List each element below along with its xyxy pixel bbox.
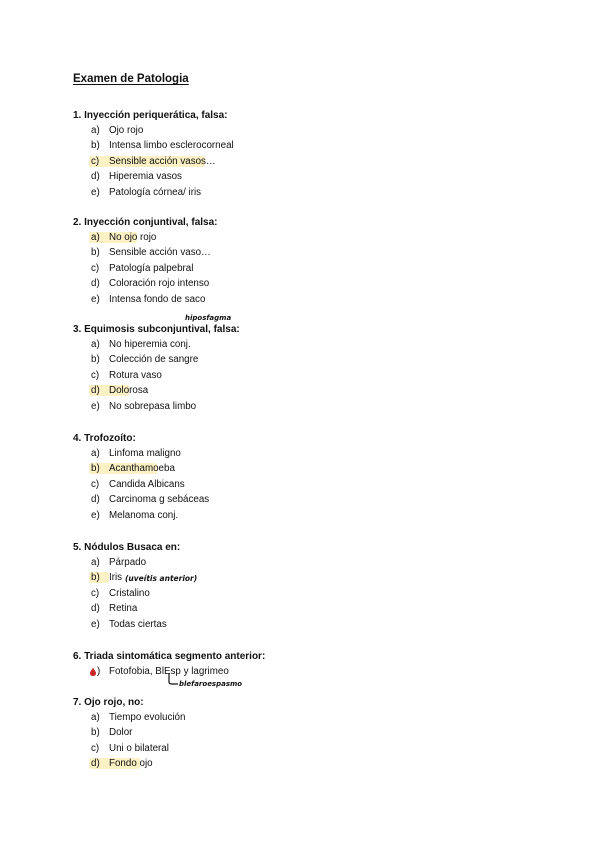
option-item [73, 383, 240, 398]
option-letter: b) [91, 354, 100, 366]
option-letter: c) [91, 587, 100, 599]
option-text: Iris [109, 572, 123, 584]
red-marker-icon [90, 667, 96, 676]
page-title: Examen de Patologia [73, 73, 189, 85]
question-6 [73, 649, 266, 688]
option-letter: c) [91, 262, 100, 274]
option-item [73, 617, 180, 632]
option-text: Fondo ojo [109, 758, 153, 770]
option-item [73, 756, 153, 771]
question-2 [73, 215, 218, 307]
option-text: Intensa fondo de saco [109, 293, 206, 305]
option-item [73, 586, 180, 601]
option-letter: a) [91, 712, 100, 723]
option-text: Candida Albicans [109, 478, 185, 490]
question-3 [73, 314, 240, 414]
option-letter: d) [91, 603, 100, 615]
option-item [73, 123, 228, 138]
option-text: Ojo rojo [109, 125, 144, 136]
option-letter: a) [91, 125, 100, 136]
option-text: Retina [109, 603, 138, 615]
option-text: Párpado [109, 557, 147, 568]
option-letter: c) [91, 742, 100, 754]
option-text: Sensible acción vasos… [109, 155, 216, 167]
option-text: Patología córnea/ iris [109, 186, 202, 198]
option-letter: a) [91, 339, 100, 350]
option-text: Sensible acción vaso… [109, 247, 211, 259]
option-item [73, 138, 234, 153]
option-list [73, 664, 265, 688]
option-text: Uni o bilateral [109, 742, 169, 754]
option-text: Hiperemia vasos [109, 171, 182, 183]
option-text: Fotofobia, BlEsp y lagrimeo [109, 666, 229, 677]
option-item [73, 725, 144, 740]
option-list [73, 230, 218, 307]
option-text: Cristalino [109, 587, 150, 599]
option-item [73, 185, 228, 200]
option-item [73, 446, 181, 461]
option-letter: e) [91, 509, 100, 521]
option-letter: b) [91, 247, 100, 259]
handwritten-note: blefaroespasmo [179, 680, 243, 688]
option-item [73, 492, 210, 507]
option-list [73, 555, 198, 632]
option-text: Melanoma conj. [109, 509, 179, 521]
question-title: 2. Inyección conjuntival, falsa: [73, 217, 218, 228]
option-letter: b) [91, 140, 100, 152]
option-item [73, 276, 218, 291]
option-letter: e) [91, 186, 100, 198]
option-item [73, 169, 228, 184]
option-item [73, 292, 218, 307]
option-item [73, 337, 240, 352]
option-item [73, 399, 240, 414]
option-letter: a) [91, 232, 100, 243]
option-text: Dolorosa [109, 385, 149, 397]
option-letter: c) [91, 478, 100, 490]
option-letter: a) [91, 557, 100, 568]
option-item [73, 368, 240, 383]
option-text: Carcinoma g sebáceas [109, 494, 210, 506]
option-text: No ojo rojo [109, 232, 157, 243]
question-4 [73, 431, 210, 523]
option-item [73, 461, 175, 476]
option-item [73, 477, 185, 492]
option-letter: b) [91, 727, 100, 739]
option-text: Coloración rojo intenso [109, 278, 210, 290]
question-title: 7. Ojo rojo, no: [73, 697, 144, 708]
option-list [73, 123, 234, 200]
option-letter: b) [91, 572, 100, 584]
option-list [73, 337, 240, 414]
option-list [73, 710, 186, 772]
question-title: 4. Trofozoíto: [73, 433, 136, 444]
option-text: Acanthamoeba [109, 463, 175, 475]
option-item [73, 555, 180, 570]
option-text: Linfoma maligno [109, 448, 181, 459]
option-text: Dolor [109, 727, 133, 739]
option-letter: b) [91, 463, 100, 475]
option-text: Rotura vaso [109, 369, 162, 381]
option-text: Patología palpebral [109, 262, 194, 274]
option-letter: d) [91, 278, 100, 290]
question-5 [73, 540, 198, 632]
option-letter: d) [91, 758, 100, 770]
question-title: 1. Inyección periquerática, falsa: [73, 110, 228, 121]
option-item [73, 570, 198, 585]
option-text: No sobrepasa limbo [109, 400, 197, 412]
option-item [73, 352, 240, 367]
option-letter: c) [91, 155, 100, 167]
option-text: No hiperemia conj. [109, 339, 191, 350]
option-text: Tiempo evolución [109, 712, 186, 723]
option-letter: ) [97, 666, 101, 677]
option-text: Intensa limbo esclerocorneal [109, 140, 234, 152]
option-item [73, 741, 169, 756]
question-7 [73, 695, 186, 772]
option-item [73, 154, 228, 169]
question-title: 5. Nódulos Busaca en: [73, 542, 181, 553]
option-item [73, 261, 218, 276]
option-letter: e) [91, 293, 100, 305]
option-letter: e) [91, 618, 100, 630]
option-text: Todas ciertas [109, 618, 167, 630]
handwritten-note: hiposfagma [185, 314, 232, 322]
handwritten-note: (uveítis anterior) [125, 574, 198, 584]
option-item [73, 508, 179, 523]
option-item [73, 664, 265, 688]
option-letter: a) [91, 448, 100, 459]
option-letter: c) [91, 369, 100, 381]
option-letter: d) [91, 171, 100, 183]
question-1 [73, 108, 234, 200]
option-text: Colección de sangre [109, 354, 199, 366]
option-letter: d) [91, 385, 100, 397]
option-item [73, 245, 218, 260]
option-letter: d) [91, 494, 100, 506]
option-letter: e) [91, 400, 100, 412]
option-item [73, 601, 180, 616]
question-title: 3. Equimosis subconjuntival, falsa: [73, 324, 240, 335]
option-item [73, 710, 186, 725]
arrow-hook-icon [167, 672, 179, 686]
question-title: 6. Triada sintomática segmento anterior: [73, 651, 266, 662]
option-list [73, 446, 210, 523]
option-item [73, 230, 218, 245]
